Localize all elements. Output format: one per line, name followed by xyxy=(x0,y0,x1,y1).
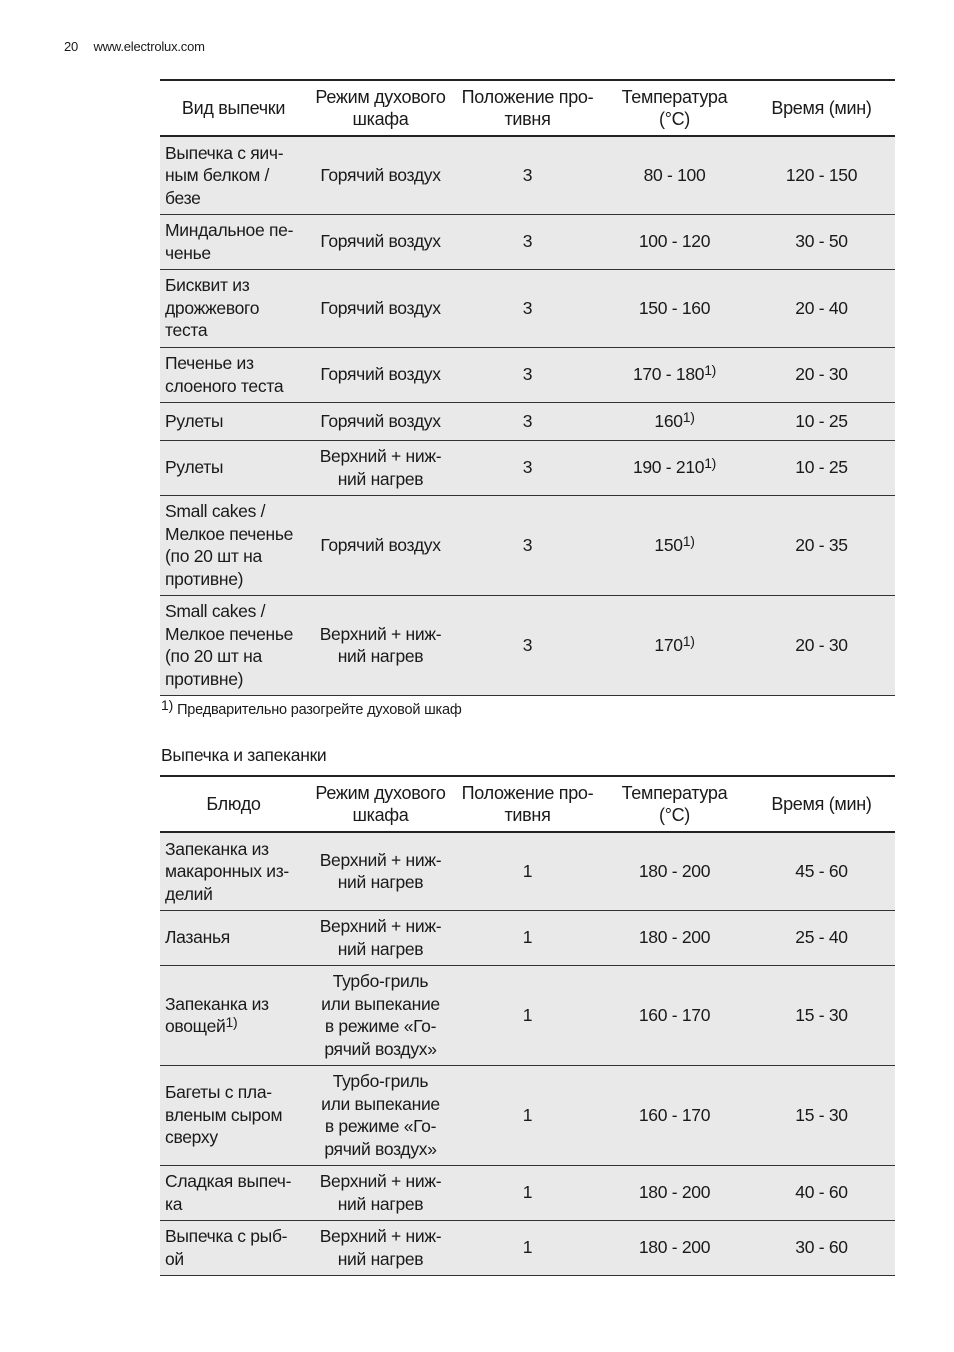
position-cell: 3 xyxy=(454,440,601,495)
temperature-cell xyxy=(601,595,748,695)
position-cell: 3 xyxy=(454,347,601,402)
dish-name: макаронных из- xyxy=(165,861,289,881)
table-row xyxy=(160,269,895,347)
dish-cell xyxy=(160,1220,307,1275)
dish-name: безе xyxy=(165,187,201,208)
dish-name: делий xyxy=(165,883,213,904)
footnote xyxy=(161,697,462,718)
footnote-ref: 1) xyxy=(682,408,695,425)
table-row xyxy=(160,1165,895,1220)
mode-cell xyxy=(307,1065,454,1165)
temperature-value: 80 - 100 xyxy=(643,165,706,185)
dish-name: (по 20 шт на xyxy=(165,646,262,666)
mode-cell xyxy=(307,910,454,965)
position-cell: 1 xyxy=(454,1220,601,1275)
oven-mode: Турбо-гриль xyxy=(332,1071,429,1091)
mode-cell xyxy=(307,495,454,595)
position-cell: 1 xyxy=(454,832,601,910)
oven-mode: ний нагрев xyxy=(337,646,424,666)
column-header xyxy=(160,80,307,136)
table-row xyxy=(160,440,895,495)
dish-name: ченье xyxy=(165,242,211,263)
dish-name: Рулеты xyxy=(165,410,224,431)
dish-cell xyxy=(160,269,307,347)
column-header xyxy=(454,776,601,832)
dish-cell xyxy=(160,402,307,440)
time-cell: 30 - 60 xyxy=(748,1220,895,1275)
column-header xyxy=(748,80,895,136)
position-cell: 3 xyxy=(454,214,601,269)
temperature-cell xyxy=(601,832,748,910)
dish-name: Миндальное пе- xyxy=(165,220,294,240)
column-header-text: Положение про- xyxy=(461,783,594,803)
dish-name: сверху xyxy=(165,1127,218,1148)
column-header xyxy=(307,80,454,136)
oven-mode: Верхний + ниж- xyxy=(319,623,442,644)
dish-name: противне) xyxy=(165,668,244,689)
dish-name: Мелкое печенье xyxy=(165,523,294,544)
oven-mode: Горячий воздух xyxy=(320,231,441,252)
temperature-cell xyxy=(601,214,748,269)
temperature-value: 150 - 160 xyxy=(638,297,711,318)
temperature-cell xyxy=(601,495,748,595)
dish-name: Лазанья xyxy=(165,927,230,948)
time-cell: 20 - 30 xyxy=(748,595,895,695)
mode-cell xyxy=(307,347,454,402)
dish-name: Печенье из xyxy=(165,353,254,373)
page-number: 20 xyxy=(64,39,79,54)
dish-name: теста xyxy=(165,320,208,341)
temperature-value: 170 - 180 xyxy=(632,364,705,385)
footnote-ref: 1) xyxy=(225,1014,238,1030)
oven-mode: или выпекание xyxy=(321,1093,440,1114)
time-cell: 30 - 50 xyxy=(748,214,895,269)
dish-name: Сладкая выпеч- xyxy=(165,1171,292,1191)
oven-mode: Горячий воздух xyxy=(320,297,441,318)
table-row xyxy=(160,832,895,910)
footnote-ref: 1) xyxy=(704,362,717,379)
column-header-text: Положение про- xyxy=(461,87,594,107)
position-cell: 3 xyxy=(454,269,601,347)
position-cell: 3 xyxy=(454,136,601,214)
table-row xyxy=(160,347,895,402)
oven-mode: Горячий воздух xyxy=(320,534,441,555)
position-cell: 3 xyxy=(454,495,601,595)
column-header-text: шкафа xyxy=(352,805,409,825)
oven-mode: ний нагрев xyxy=(337,1248,424,1269)
oven-mode: Горячий воздух xyxy=(320,165,441,185)
temperature-cell xyxy=(601,136,748,214)
table-row xyxy=(160,214,895,269)
dish-name: ой xyxy=(165,1248,184,1269)
dish-name: Запеканка из xyxy=(165,993,269,1014)
time-cell: 10 - 25 xyxy=(748,440,895,495)
dish-name: Выпечка с рыб- xyxy=(165,1226,288,1246)
footnote-ref: 1) xyxy=(704,455,717,472)
table-row xyxy=(160,495,895,595)
table-row xyxy=(160,1065,895,1165)
time-cell: 20 - 35 xyxy=(748,495,895,595)
time-cell: 20 - 40 xyxy=(748,269,895,347)
column-header-text: тивня xyxy=(504,109,551,129)
temperature-value: 160 xyxy=(654,410,683,431)
footnote-ref: 1) xyxy=(682,532,695,549)
oven-mode: в режиме «Го- xyxy=(324,1016,437,1036)
temperature-value: 160 - 170 xyxy=(638,1104,711,1125)
temperature-cell xyxy=(601,1165,748,1220)
temperature-value: 170 xyxy=(654,634,683,655)
dish-name: Багеты с пла- xyxy=(165,1082,272,1103)
temperature-cell xyxy=(601,1065,748,1165)
mode-cell xyxy=(307,440,454,495)
column-header-text: Режим духового xyxy=(315,783,446,803)
column-header-text: Блюдо xyxy=(206,794,261,814)
temperature-value: 180 - 200 xyxy=(638,927,711,948)
oven-mode: рячий воздух» xyxy=(324,1038,437,1059)
oven-mode: или выпекание xyxy=(321,993,440,1014)
time-cell: 120 - 150 xyxy=(748,136,895,214)
dish-name: ным белком / xyxy=(165,165,270,185)
mode-cell xyxy=(307,965,454,1065)
time-cell: 10 - 25 xyxy=(748,402,895,440)
column-header-text: (°C) xyxy=(659,805,690,825)
temperature-cell xyxy=(601,440,748,495)
column-header-text: Вид выпечки xyxy=(181,98,286,118)
column-header-text: Время (мин) xyxy=(771,98,872,118)
table-row xyxy=(160,595,895,695)
dish-cell xyxy=(160,1165,307,1220)
oven-mode: Верхний + ниж- xyxy=(319,849,442,870)
dish-name: Мелкое печенье xyxy=(165,623,294,644)
oven-mode: Верхний + ниж- xyxy=(319,1171,442,1191)
dish-name: Бисквит из xyxy=(165,275,250,296)
position-cell: 3 xyxy=(454,402,601,440)
oven-mode: Турбо-гриль xyxy=(332,971,429,991)
column-header-text: Температура xyxy=(621,87,728,107)
dish-name: противне) xyxy=(165,568,244,589)
temperature-cell xyxy=(601,402,748,440)
table-row xyxy=(160,402,895,440)
temperature-value: 180 - 200 xyxy=(638,861,711,881)
column-header xyxy=(307,776,454,832)
position-cell: 1 xyxy=(454,1065,601,1165)
temperature-value: 100 - 120 xyxy=(638,231,711,252)
column-header-text: Температура xyxy=(621,783,728,803)
oven-mode: ний нагрев xyxy=(337,872,424,893)
mode-cell xyxy=(307,269,454,347)
oven-mode: Верхний + ниж- xyxy=(319,446,442,466)
oven-mode: рячий воздух» xyxy=(324,1138,437,1159)
temperature-cell xyxy=(601,965,748,1065)
temperature-cell xyxy=(601,269,748,347)
table-row xyxy=(160,136,895,214)
mode-cell xyxy=(307,136,454,214)
dish-cell xyxy=(160,214,307,269)
table-row xyxy=(160,910,895,965)
mode-cell xyxy=(307,832,454,910)
column-header-text: тивня xyxy=(504,805,551,825)
mode-cell xyxy=(307,1165,454,1220)
oven-mode: Горячий воздух xyxy=(320,410,441,431)
temperature-value: 190 - 210 xyxy=(632,457,705,478)
column-header xyxy=(748,776,895,832)
temperature-cell xyxy=(601,910,748,965)
column-header xyxy=(601,776,748,832)
dish-cell xyxy=(160,1065,307,1165)
temperature-cell xyxy=(601,347,748,402)
footnote-ref: 1) xyxy=(682,632,695,649)
oven-mode: ний нагрев xyxy=(337,468,424,489)
dish-cell xyxy=(160,965,307,1065)
table-header-row xyxy=(160,80,895,136)
dish-cell xyxy=(160,136,307,214)
temperature-value: 150 xyxy=(654,534,683,555)
column-header xyxy=(601,80,748,136)
dish-name: овощей xyxy=(165,1016,226,1036)
position-cell: 1 xyxy=(454,1165,601,1220)
dish-name: Запеканка из xyxy=(165,838,269,859)
section-title: Выпечка и запеканки xyxy=(161,745,327,765)
temperature-cell xyxy=(601,1220,748,1275)
dish-name: Рулеты xyxy=(165,457,224,478)
time-cell: 15 - 30 xyxy=(748,965,895,1065)
mode-cell xyxy=(307,402,454,440)
dish-name: Small cakes / xyxy=(165,501,266,521)
dish-cell xyxy=(160,832,307,910)
mode-cell xyxy=(307,1220,454,1275)
column-header-text: шкафа xyxy=(352,109,409,129)
oven-mode: Верхний + ниж- xyxy=(319,916,442,936)
table-row xyxy=(160,1220,895,1275)
dish-name: Small cakes / xyxy=(165,601,266,621)
dish-name: ка xyxy=(165,1193,183,1214)
oven-mode: в режиме «Го- xyxy=(324,1116,437,1136)
time-cell: 15 - 30 xyxy=(748,1065,895,1165)
casseroles-table xyxy=(160,775,895,1276)
position-cell: 3 xyxy=(454,595,601,695)
dish-cell xyxy=(160,347,307,402)
temperature-value: 180 - 200 xyxy=(638,1182,711,1203)
time-cell: 25 - 40 xyxy=(748,910,895,965)
dish-cell xyxy=(160,910,307,965)
dish-cell xyxy=(160,595,307,695)
table-row xyxy=(160,965,895,1065)
dish-cell xyxy=(160,495,307,595)
dish-name: вленым сыром xyxy=(165,1104,283,1125)
column-header xyxy=(454,80,601,136)
oven-mode: ний нагрев xyxy=(337,1193,424,1214)
temperature-value: 180 - 200 xyxy=(638,1237,711,1258)
position-cell: 1 xyxy=(454,965,601,1065)
position-cell: 1 xyxy=(454,910,601,965)
site-url[interactable]: www.electrolux.com xyxy=(93,39,205,54)
column-header-text: (°C) xyxy=(659,109,690,129)
footnote-text: Предварительно разогрейте духовой шкаф xyxy=(177,702,462,718)
oven-mode: Горячий воздух xyxy=(320,364,441,385)
column-header-text: Время (мин) xyxy=(771,794,872,814)
dish-name: Выпечка с яич- xyxy=(165,142,284,163)
column-header-text: Режим духового xyxy=(315,87,446,107)
footnote-mark: 1) xyxy=(161,697,174,713)
oven-mode: ний нагрев xyxy=(337,938,424,959)
temperature-value: 160 - 170 xyxy=(638,1004,711,1025)
dish-cell xyxy=(160,440,307,495)
column-header xyxy=(160,776,307,832)
dish-name: дрожжевого xyxy=(165,297,260,318)
mode-cell xyxy=(307,214,454,269)
time-cell: 20 - 30 xyxy=(748,347,895,402)
dish-name: слоеного теста xyxy=(165,375,284,396)
oven-mode: Верхний + ниж- xyxy=(319,1226,442,1246)
mode-cell xyxy=(307,595,454,695)
page-header xyxy=(64,39,205,54)
dish-name: (по 20 шт на xyxy=(165,546,262,566)
table-header-row xyxy=(160,776,895,832)
time-cell: 40 - 60 xyxy=(748,1165,895,1220)
baking-table xyxy=(160,79,895,696)
time-cell: 45 - 60 xyxy=(748,832,895,910)
